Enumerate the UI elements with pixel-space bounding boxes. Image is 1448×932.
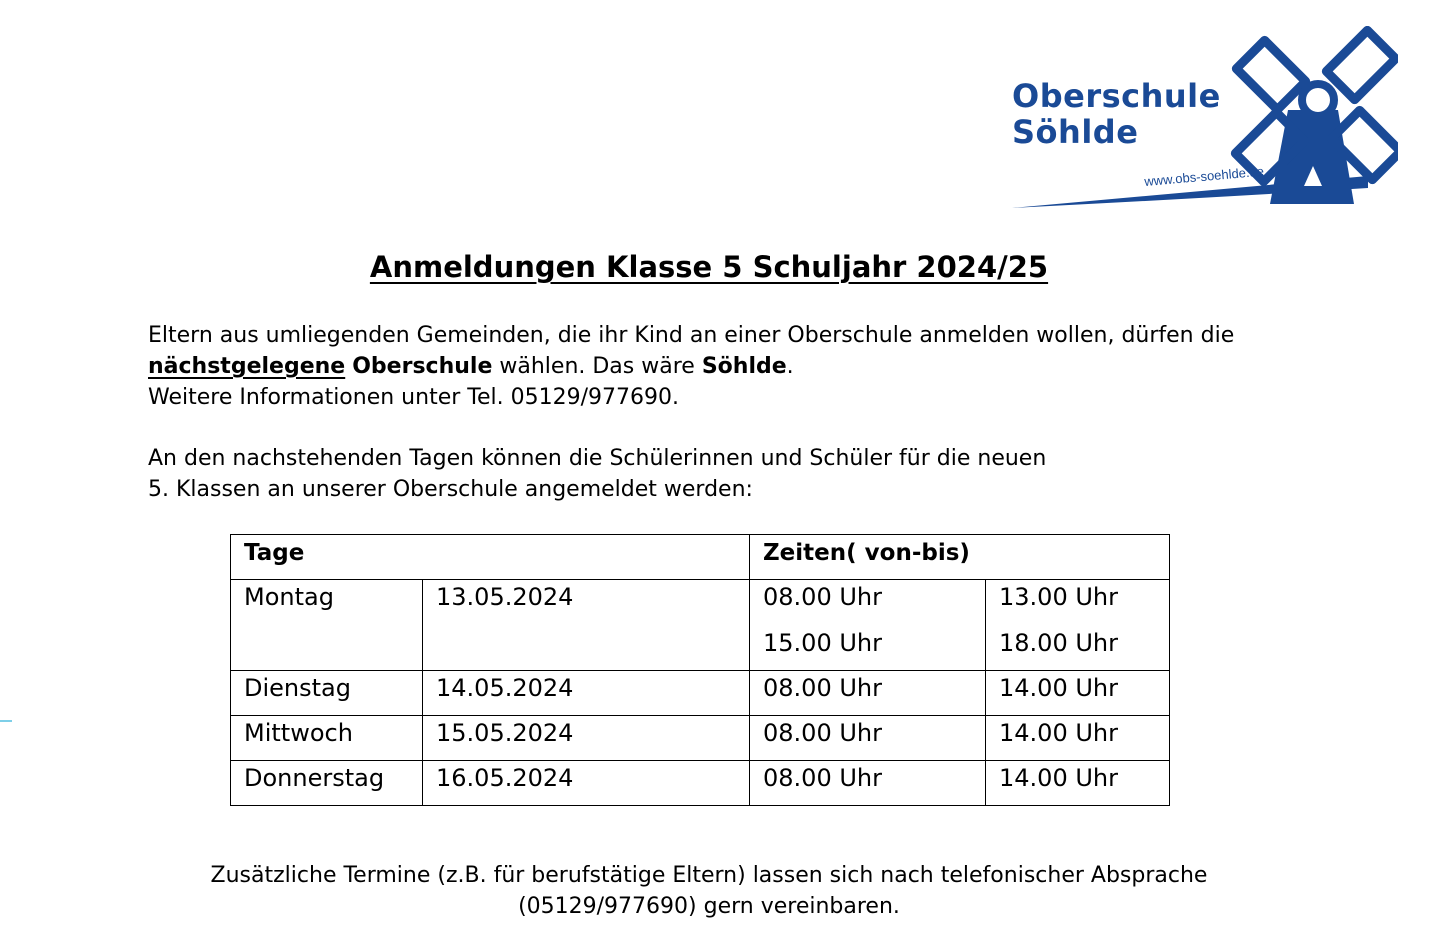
intro-end: . <box>786 354 794 379</box>
intro-place: Söhlde <box>701 354 787 379</box>
schedule-table <box>230 534 1170 806</box>
logo-wordmark <box>1012 78 1221 150</box>
table-header-row <box>231 535 1170 580</box>
from-cell <box>750 580 986 671</box>
table-row <box>231 580 1170 671</box>
school-logo <box>1008 26 1398 214</box>
to-cell <box>986 580 1170 671</box>
logo-url: www.obs-soehlde.de <box>1143 163 1265 189</box>
day-cell: Donnerstag <box>231 761 423 806</box>
logo-name-line2: Söhlde <box>1012 113 1139 151</box>
intro-line2 <box>148 351 1234 382</box>
intro-paragraph <box>148 320 1234 413</box>
day-cell: Montag <box>231 580 423 671</box>
footer-line1: Zusätzliche Termine (z.B. für berufstätige Eltern) lassen sich nach telefonischer Absprache <box>210 863 1208 888</box>
from-cell: 08.00 Uhr <box>750 761 986 806</box>
intro-emph: Oberschule <box>352 354 493 379</box>
table-row <box>231 761 1170 806</box>
table-row <box>231 716 1170 761</box>
to-cell: 14.00 Uhr <box>986 716 1170 761</box>
from-time-2: 15.00 Uhr <box>763 629 882 657</box>
day-cell: Mittwoch <box>231 716 423 761</box>
days-intro-line2: 5. Klassen an unserer Oberschule angemeldet werden: <box>148 477 753 502</box>
page-title: Anmeldungen Klasse 5 Schuljahr 2024/25 <box>369 250 1049 284</box>
date-cell: 14.05.2024 <box>423 671 750 716</box>
date-cell: 13.05.2024 <box>423 580 750 671</box>
from-time: 08.00 Uhr <box>763 583 882 611</box>
footer-note <box>0 860 1418 922</box>
footer-line2: (05129/977690) gern vereinbaren. <box>518 894 900 919</box>
intro-emph-underlined: nächstgelegene <box>148 354 346 379</box>
to-time: 13.00 Uhr <box>999 583 1118 611</box>
to-time-2: 18.00 Uhr <box>999 629 1118 657</box>
to-cell: 14.00 Uhr <box>986 671 1170 716</box>
date-cell: 16.05.2024 <box>423 761 750 806</box>
table-row <box>231 671 1170 716</box>
days-intro-line1: An den nachstehenden Tagen können die Schülerinnen und Schüler für die neuen <box>148 446 1047 471</box>
logo-name-line1: Oberschule <box>1012 77 1221 115</box>
date-cell: 15.05.2024 <box>423 716 750 761</box>
header-times: Zeiten( von-bis) <box>750 535 1170 580</box>
header-days: Tage <box>231 535 750 580</box>
intro-line3: Weitere Informationen unter Tel. 05129/977690. <box>148 385 679 410</box>
edge-mark <box>0 720 12 722</box>
from-cell: 08.00 Uhr <box>750 716 986 761</box>
intro-line1: Eltern aus umliegenden Gemeinden, die ihr Kind an einer Oberschule anmelden wollen, dürfen die <box>148 323 1235 348</box>
intro-mid: wählen. Das wäre <box>499 354 695 379</box>
days-intro-paragraph <box>148 443 1046 505</box>
day-cell: Dienstag <box>231 671 423 716</box>
to-cell: 14.00 Uhr <box>986 761 1170 806</box>
from-cell: 08.00 Uhr <box>750 671 986 716</box>
